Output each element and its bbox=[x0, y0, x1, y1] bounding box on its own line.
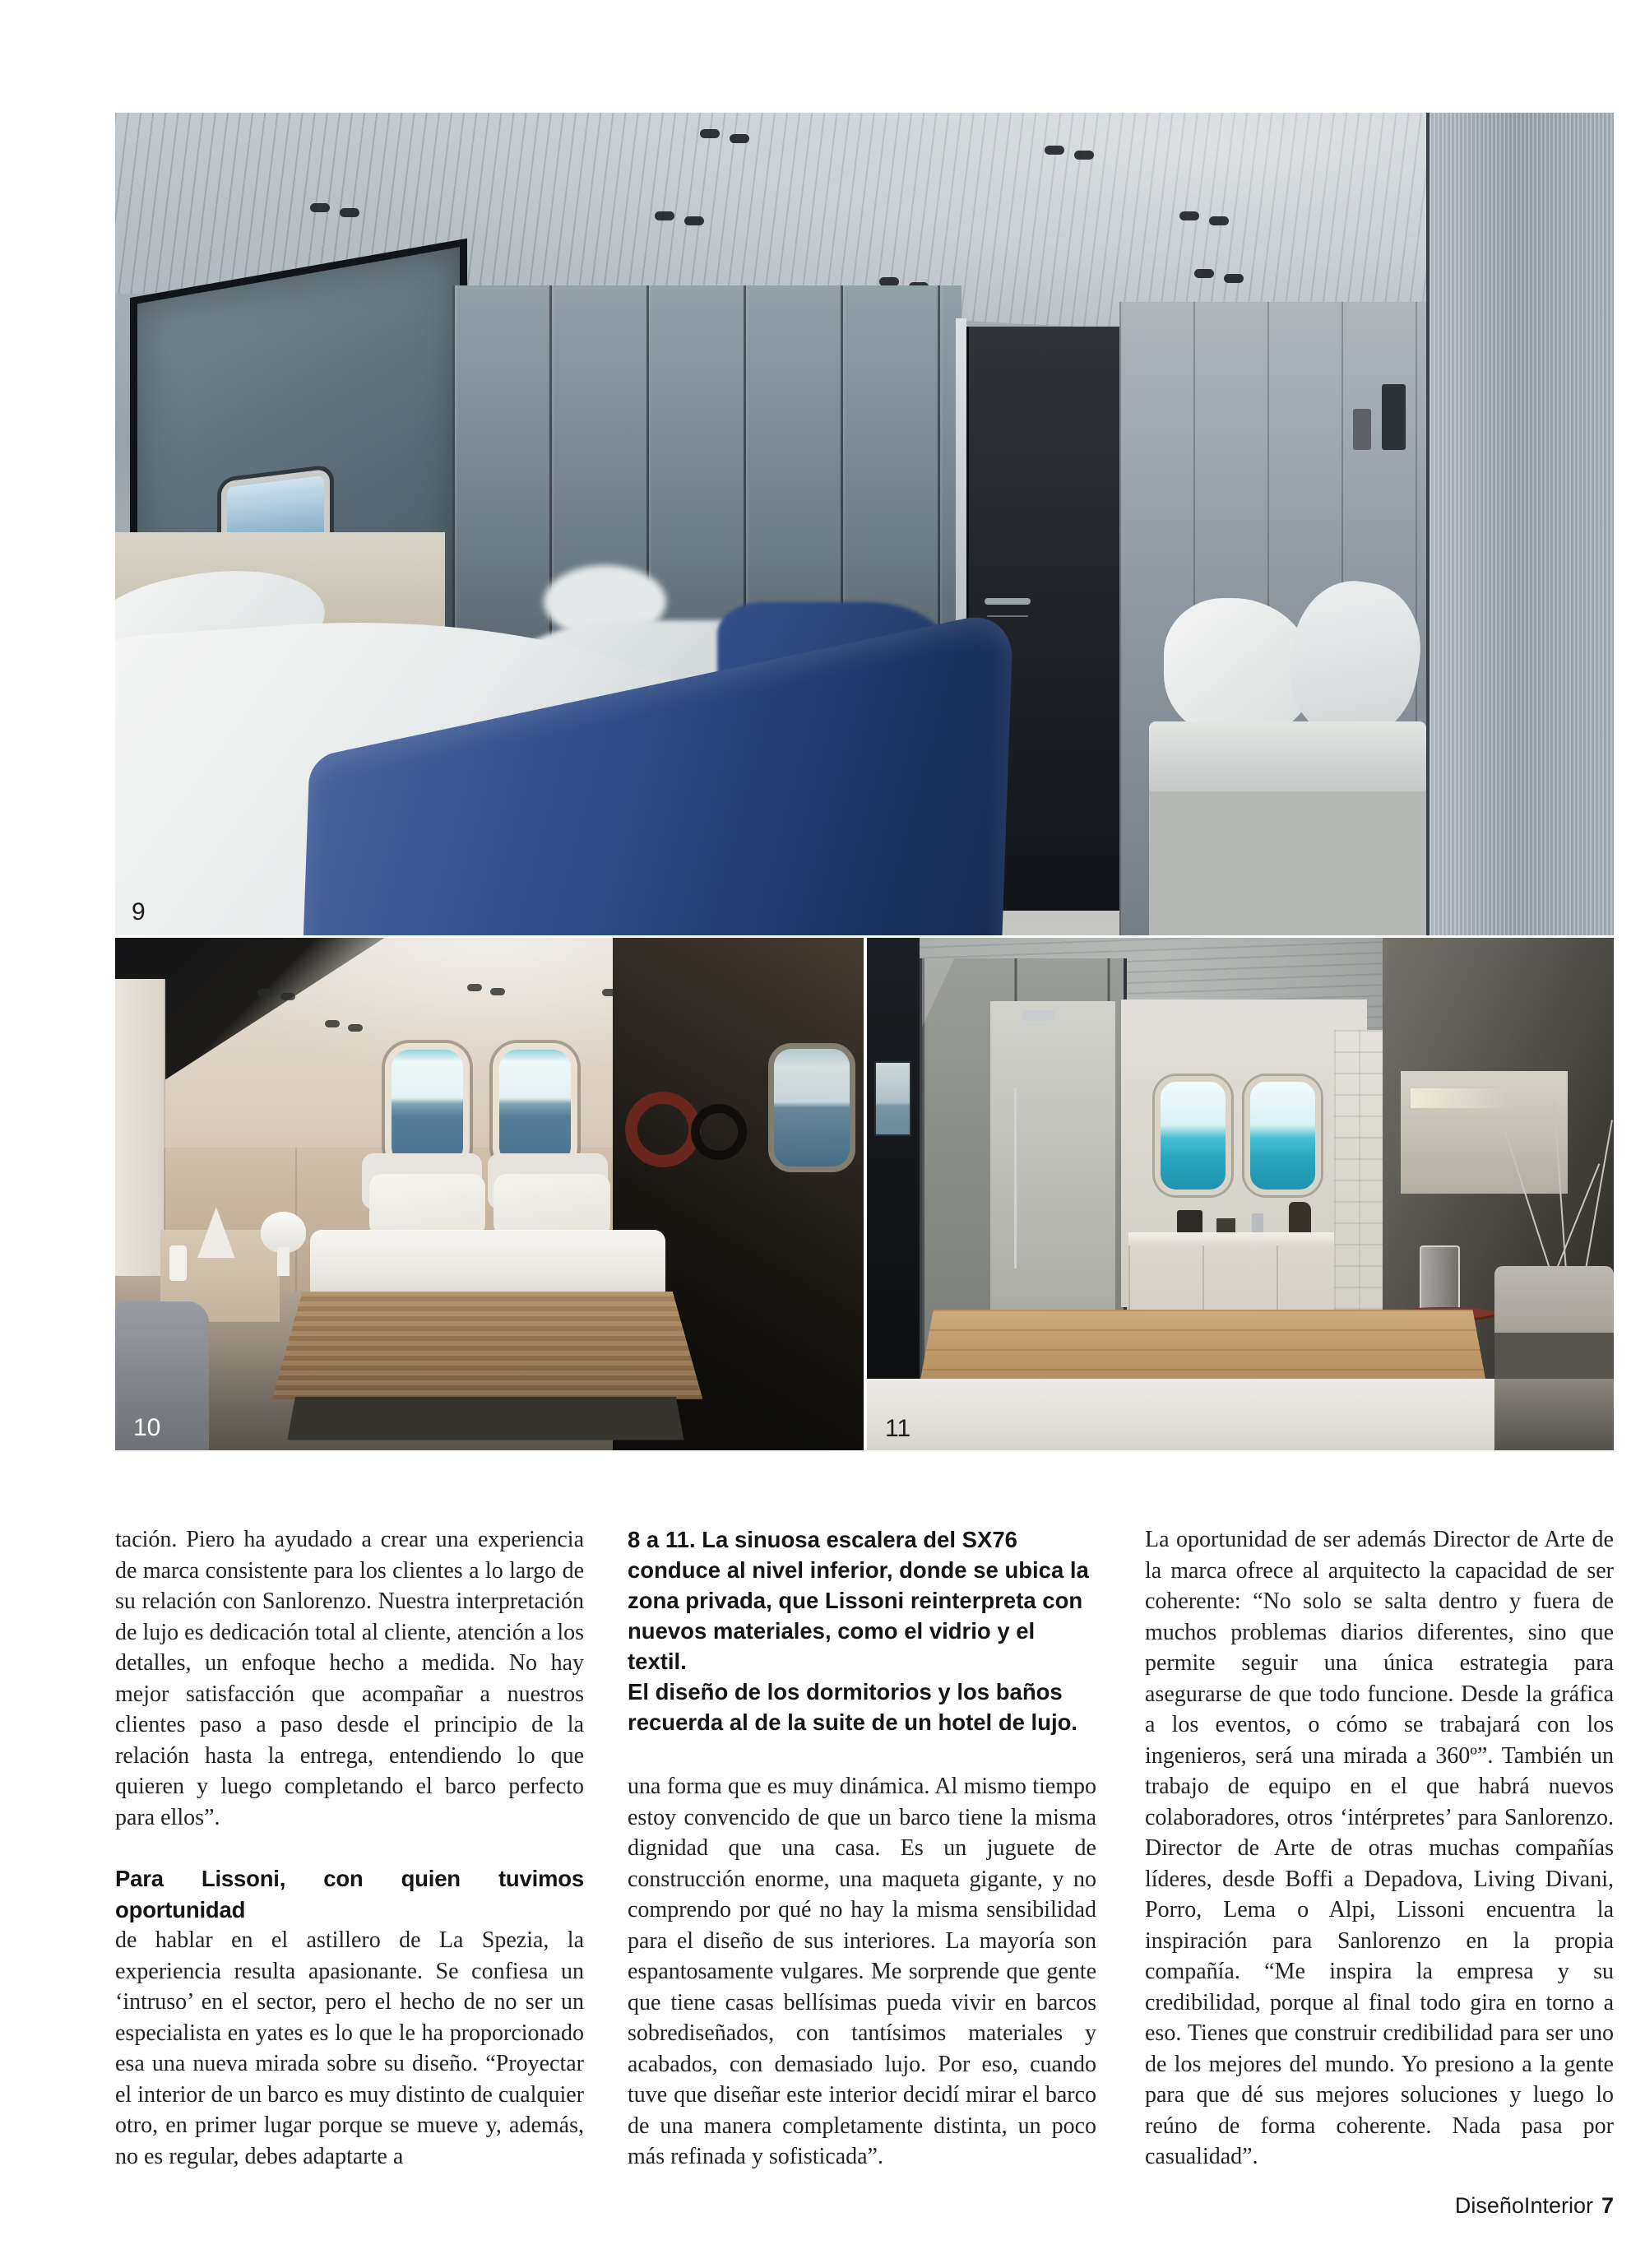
wardrobe-reflection bbox=[1401, 1071, 1568, 1194]
text-column-1 bbox=[115, 1524, 584, 2172]
photo-guest-cabin bbox=[115, 938, 864, 1450]
counter-items bbox=[1177, 1210, 1202, 1234]
caption-paragraph: El diseño de los dormitorios y los baños recuerda al de la suite de un hotel de lujo. bbox=[628, 1679, 1078, 1735]
photo-number-label: 11 bbox=[885, 1415, 911, 1442]
door-handle bbox=[985, 598, 1031, 605]
brushed-steel-column bbox=[1426, 113, 1614, 935]
ceiling-light-icon bbox=[325, 1020, 340, 1027]
figurine-decor bbox=[1289, 1202, 1311, 1235]
bottle-decor bbox=[169, 1245, 188, 1282]
wall-panel bbox=[115, 979, 165, 1276]
ceiling-light-icon bbox=[310, 203, 330, 212]
ceiling-light-icon bbox=[655, 211, 674, 220]
photo-caption bbox=[628, 1524, 1096, 1737]
body-paragraph bbox=[115, 1863, 584, 2172]
page-number: 7 bbox=[1601, 2193, 1614, 2218]
porthole-window bbox=[385, 1043, 470, 1171]
round-wall-decor bbox=[691, 1104, 747, 1160]
floor-shadow bbox=[1487, 1379, 1614, 1450]
shower-interior bbox=[990, 1001, 1115, 1329]
text-column-3 bbox=[1145, 1524, 1614, 2173]
bed-pillow bbox=[369, 1174, 485, 1238]
shower-head bbox=[1022, 1010, 1054, 1022]
caption-paragraph: 8 a 11. La sinuosa escalera del SX76 conduce al nivel inferior, donde se ubica la zona privada, que Lissoni reinterpreta con nuevos materiales, como el vidrio y el textil. bbox=[628, 1527, 1089, 1674]
caramel-blanket bbox=[272, 1292, 702, 1399]
body-text: de hablar en el astillero de La Spezia, la experiencia resulta apasionante. Se confiesa un ‘intruso’ en el sector, pero el hecho de no ser un especialista en yates es lo que le ha proporcionado esa una nueva mirada sobre su diseño. “Proyectar el interior de un barco es muy distinto de cualquier otro, en primer lugar porque se mueve y, además, no es regular, debes adaptarte a bbox=[115, 1927, 584, 2169]
ceiling-light-icon bbox=[467, 984, 482, 991]
round-wall-decor bbox=[625, 1092, 701, 1167]
body-paragraph: tación. Piero ha ayudado a crear una experiencia de marca consistente para los clientes a lo largo de su relación con Sanlorenzo. Nuestra interpretación de lujo es dedicación total al cliente, atención a los detalles, un enfoque hecho a medida. No hay mejor satisfacción que acompañar a nuestros clientes paso a paso desde el principio de la relación hasta la entrega, entendiendo lo que quieren y luego completando el barco perfecto para ellos”. bbox=[115, 1527, 584, 1830]
porthole-reflection bbox=[768, 1043, 855, 1172]
page-folio bbox=[1455, 2193, 1614, 2219]
porthole-window bbox=[1244, 1076, 1320, 1195]
bed-foot bbox=[867, 1379, 1494, 1450]
mirror-sea-reflection bbox=[874, 1061, 911, 1136]
body-paragraph: una forma que es muy dinámica. Al mismo tiempo estoy convencido de que un barco tiene la misma dignidad que una casa. Es un juguete de construcción enorme, una maqueta gigante, y no comprendo por qué no hay la misma sensibilidad para el diseño de sus interiores. La mayoría son espantosamente vulgares. Me sorprende que gente que tiene casas bellísimas pueda vivir en barcos sobrediseñados, con tantísimos materiales y acabados, con demasiado lujo. Por eso, cuando tuve que diseñar este interior decidí mirar el barco de una manera completamente distinta, un poco más refinada y sofisticada”. bbox=[628, 1774, 1096, 2169]
ceiling-light-icon bbox=[1179, 211, 1199, 220]
vase bbox=[1353, 409, 1371, 450]
wood-platform bbox=[920, 1310, 1487, 1386]
vase bbox=[1382, 384, 1406, 450]
glass-vase bbox=[1420, 1245, 1460, 1315]
shower-hose bbox=[1014, 1088, 1017, 1269]
text-column-2 bbox=[628, 1524, 1096, 2173]
ceiling-light-icon bbox=[1045, 146, 1064, 155]
porthole-window bbox=[493, 1043, 577, 1171]
body-paragraph: La oportunidad de ser además Director de Arte de la marca ofrece al arquitecto la capacidad de ser coherente: “No solo se salta dentro y fuera de muchos problemas diarios diferentes, sino que permite seguir una única estrategia para asegurarse de que todo funcione. Desde la gráfica a los eventos, o cómo se trabajará con los ingenieros, será una mirada a 360º”. También un trabajo de equipo en el que habrá nuevos colaboradores, otros ‘intérpretes’ para Sanlorenzo. Director de Arte de otras muchas compañías líderes, desde Boffi a Depadova, Living Divani, Porro, Lema o Alpi, Lissoni encuentra la inspiración para Sanlorenzo en la propia compañía. “Me inspira la empresa y su credibilidad, porque al final todo gira en torno a eso. Tienes que construir credibilidad para ser uno de los mejores del mundo. Yo presiono a la gente para que dé sus mejores soluciones y luego lo reúno de forma coherente. Nada pasa por casualidad”. bbox=[1145, 1527, 1614, 2169]
ceiling-light-icon bbox=[700, 129, 720, 138]
photo-bathroom bbox=[867, 938, 1614, 1450]
ceiling-light-icon bbox=[257, 989, 272, 996]
ceiling-light-icon bbox=[1194, 269, 1214, 278]
faucet bbox=[1252, 1213, 1264, 1234]
photo-master-cabin bbox=[115, 113, 1614, 935]
vanity-counter bbox=[1128, 1232, 1360, 1245]
tiled-pillar bbox=[1334, 1030, 1383, 1317]
magazine-name: DiseñoInterior bbox=[1454, 2193, 1593, 2218]
bench-base bbox=[1149, 791, 1426, 935]
porthole-window bbox=[1155, 1076, 1230, 1195]
bold-lead-line: Para Lissoni, con quien tuvimos oportunidad bbox=[115, 1866, 584, 1922]
bed-pillow bbox=[494, 1174, 609, 1238]
dark-cabinet-column bbox=[867, 938, 920, 1379]
bed-base bbox=[287, 1397, 683, 1440]
bench-cushion bbox=[1494, 1266, 1614, 1338]
table-lamp bbox=[261, 1212, 306, 1253]
photo-number-label: 10 bbox=[133, 1414, 161, 1441]
sofa-corner bbox=[115, 1301, 209, 1450]
photo-number-label: 9 bbox=[132, 898, 146, 925]
bench-seat bbox=[1149, 721, 1426, 795]
